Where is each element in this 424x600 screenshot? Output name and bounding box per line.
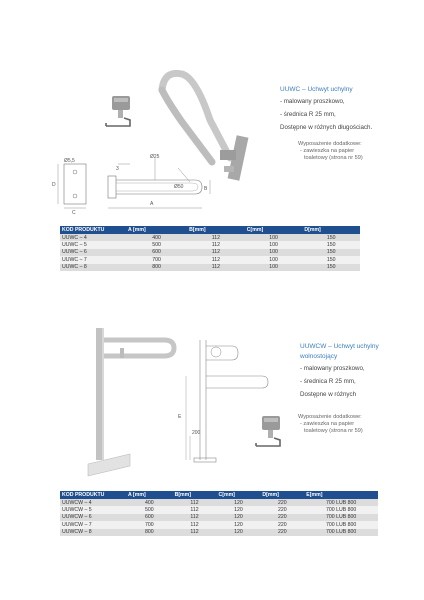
cell-code: UUWCW – 5 <box>60 506 126 513</box>
product-1-extra <box>298 141 363 162</box>
table-row <box>60 506 378 513</box>
cell-c: 120 <box>216 506 260 513</box>
cell-d: 220 <box>260 529 304 536</box>
cell-e: 700 LUB 800 <box>304 506 378 513</box>
product-2-title-line: UUWCW – Uchwyt uchylny <box>300 343 379 350</box>
cell-a: 500 <box>126 241 187 248</box>
cell-c: 100 <box>245 264 303 271</box>
cell-b: 112 <box>187 234 245 241</box>
cell-a: 700 <box>126 521 173 528</box>
col-header-c: C[mm] <box>245 226 303 234</box>
cell-code: UUWCW – 7 <box>60 521 126 528</box>
cell-b: 112 <box>173 529 217 536</box>
product-1-extra-line: - zawieszka na papier <box>300 148 355 154</box>
cell-e: 700 LUB 800 <box>304 521 378 528</box>
cell-a: 600 <box>126 514 173 521</box>
label-c: C <box>72 210 76 216</box>
paper-holder-image-1 <box>100 92 140 136</box>
cell-code: UUWC – 4 <box>60 234 126 241</box>
col-header-a: A [mm] <box>126 226 187 234</box>
cell-code: UUWCW – 4 <box>60 499 126 506</box>
col-header-d: D[mm] <box>302 226 360 234</box>
cell-code: UUWCW – 8 <box>60 529 126 536</box>
cell-b: 112 <box>187 256 245 263</box>
label-diameter-25: Ø25 <box>150 154 160 160</box>
cell-b: 112 <box>173 499 217 506</box>
cell-c: 120 <box>216 514 260 521</box>
cell-c: 100 <box>245 256 303 263</box>
spec-table-1 <box>60 226 360 271</box>
cell-b: 112 <box>187 241 245 248</box>
cell-code: UUWC – 8 <box>60 264 126 271</box>
cell-c: 120 <box>216 529 260 536</box>
product-2-extra-line: - zawieszka na papier <box>300 421 355 427</box>
cell-d: 220 <box>260 499 304 506</box>
cell-b: 112 <box>173 521 217 528</box>
col-header-a: A [mm] <box>126 491 173 499</box>
cell-d: 150 <box>302 264 360 271</box>
table-row <box>60 499 378 506</box>
product-1-extra-line: toaletowy (strona nr 59) <box>304 155 363 161</box>
cell-a: 500 <box>126 506 173 513</box>
cell-a: 600 <box>126 249 187 256</box>
cell-c: 100 <box>245 249 303 256</box>
cell-d: 220 <box>260 506 304 513</box>
product-2-desc-line: Dostępne w różnych <box>300 391 357 398</box>
table-row <box>60 241 360 248</box>
label-200: 200 <box>192 430 201 436</box>
product-2-title <box>300 342 379 362</box>
cell-b: 112 <box>187 249 245 256</box>
product-1-desc-line: Dostępne w różnych długościach. <box>280 124 373 131</box>
product-2-extra-line: toaletowy (strona nr 59) <box>304 428 363 434</box>
cell-a: 400 <box>126 234 187 241</box>
technical-drawing-1 <box>50 150 220 216</box>
table-header-row <box>60 226 360 234</box>
cell-d: 220 <box>260 514 304 521</box>
product-1-title: UUWC – Uchwyt uchylny <box>280 86 353 93</box>
paper-holder-image-2 <box>252 412 292 456</box>
spec-table-2 <box>60 491 378 536</box>
label-b: B <box>204 186 208 192</box>
cell-code: UUWC – 5 <box>60 241 126 248</box>
table-row <box>60 264 360 271</box>
cell-d: 220 <box>260 521 304 528</box>
col-header-code: KOD PRODUKTU <box>60 226 126 234</box>
cell-d: 150 <box>302 234 360 241</box>
product-1-desc-line: - malowany proszkowo, <box>280 98 345 105</box>
table-row <box>60 514 378 521</box>
cell-b: 112 <box>187 264 245 271</box>
product-1-desc-line: - średnica R 25 mm, <box>280 111 336 118</box>
table-row <box>60 529 378 536</box>
cell-c: 120 <box>216 499 260 506</box>
product-1-extra-heading: Wyposażenie dodatkowe: <box>298 141 362 147</box>
cell-code: UUWCW – 6 <box>60 514 126 521</box>
label-a: A <box>150 201 154 207</box>
col-header-d: D[mm] <box>260 491 304 499</box>
cell-b: 112 <box>173 506 217 513</box>
label-d: D <box>52 182 56 188</box>
cell-c: 100 <box>245 234 303 241</box>
col-header-b: B[mm] <box>187 226 245 234</box>
col-header-c: C[mm] <box>216 491 260 499</box>
table-header-row <box>60 491 378 499</box>
cell-d: 150 <box>302 241 360 248</box>
cell-a: 400 <box>126 499 173 506</box>
label-3: 3 <box>116 166 119 172</box>
table-row <box>60 256 360 263</box>
free-standing-bar-image <box>84 326 184 478</box>
product-2-description <box>300 364 365 400</box>
cell-b: 112 <box>173 514 217 521</box>
col-header-code: KOD PRODUKTU <box>60 491 126 499</box>
cell-code: UUWC – 7 <box>60 256 126 263</box>
col-header-b: B[mm] <box>173 491 217 499</box>
cell-a: 700 <box>126 256 187 263</box>
label-diameter-5-5: Ø5,5 <box>64 158 75 164</box>
col-header-e: E[mm] <box>304 491 378 499</box>
cell-a: 800 <box>126 264 187 271</box>
label-e: E <box>178 414 182 420</box>
table-row <box>60 521 378 528</box>
table-row <box>60 234 360 241</box>
cell-e: 700 LUB 800 <box>304 529 378 536</box>
product-2-extra <box>298 414 363 435</box>
cell-e: 700 LUB 800 <box>304 499 378 506</box>
product-2-title-line: wolnostojący <box>300 353 338 360</box>
cell-code: UUWC – 6 <box>60 249 126 256</box>
cell-c: 120 <box>216 521 260 528</box>
cell-c: 100 <box>245 241 303 248</box>
cell-d: 150 <box>302 256 360 263</box>
cell-e: 700 LUB 800 <box>304 514 378 521</box>
cell-d: 150 <box>302 249 360 256</box>
product-2-extra-heading: Wyposażenie dodatkowe: <box>298 414 362 420</box>
label-diameter-50: Ø50 <box>174 184 184 190</box>
product-2-desc-line: - średnica R 25 mm, <box>300 378 356 385</box>
table-row <box>60 249 360 256</box>
cell-a: 800 <box>126 529 173 536</box>
product-2-desc-line: - malowany proszkowo, <box>300 365 365 372</box>
product-1-description <box>280 97 372 133</box>
